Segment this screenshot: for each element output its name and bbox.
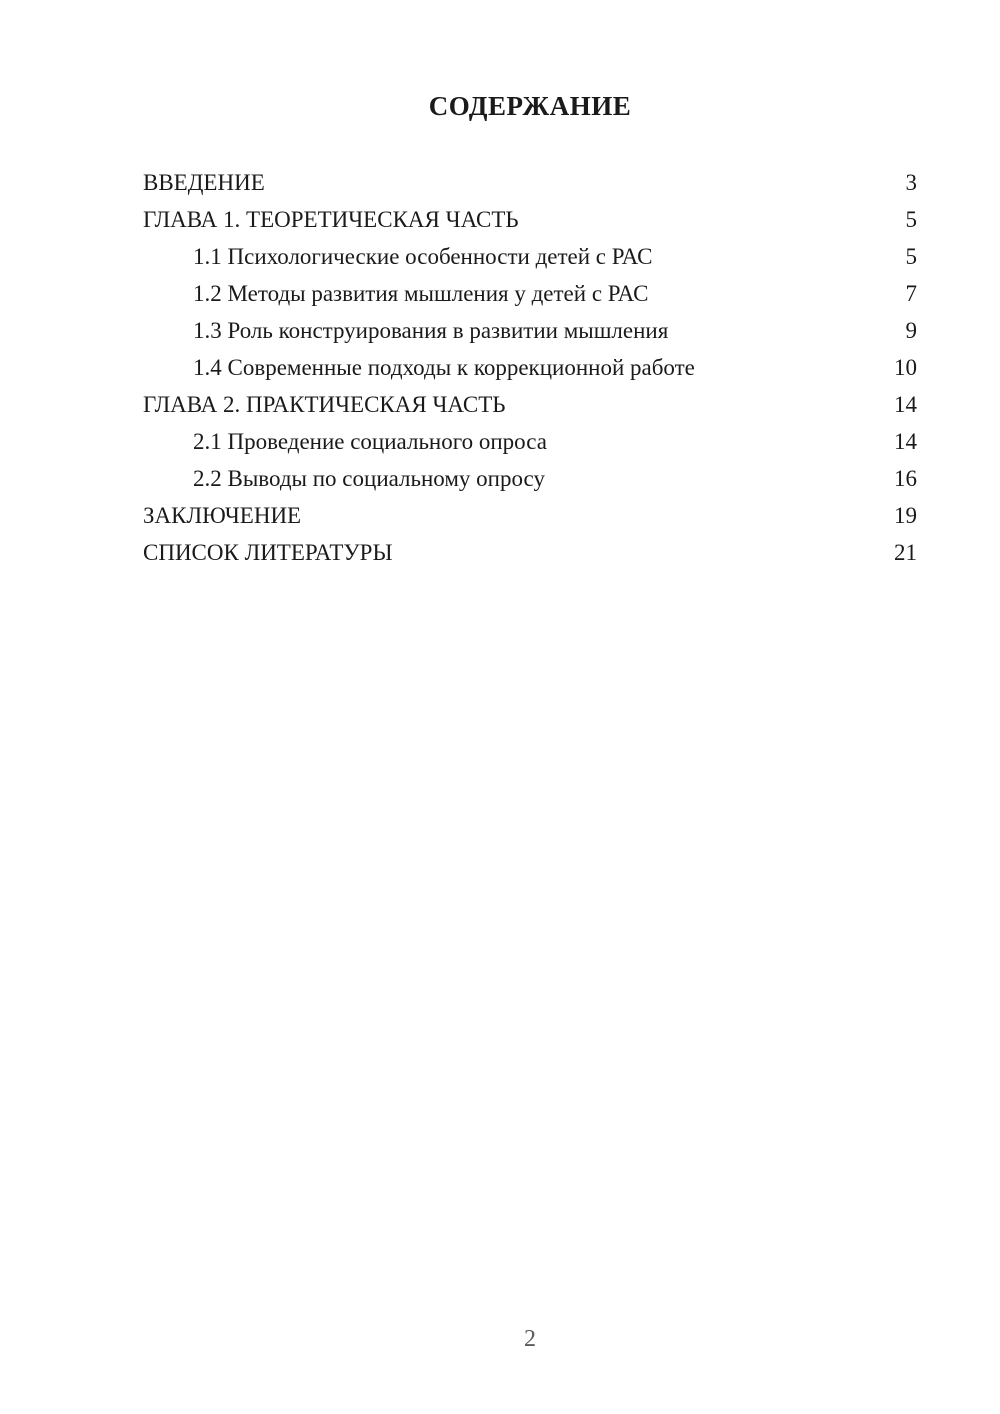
toc-entry-page: 3 xyxy=(905,170,917,195)
page-title: СОДЕРЖАНИЕ xyxy=(428,91,632,121)
toc-entry-label: ЗАКЛЮЧЕНИЕ xyxy=(143,503,302,528)
toc-entry-label: ВВЕДЕНИЕ xyxy=(143,170,265,195)
toc-entry-label: 1.2 Методы развития мышления у детей с РАС xyxy=(193,281,649,306)
toc-entry-page: 14 xyxy=(894,392,917,417)
toc-entry xyxy=(143,201,917,238)
toc-entry-label: 2.1 Проведение социального опроса xyxy=(193,429,547,454)
toc-entry-page: 10 xyxy=(894,355,917,380)
toc-entry-page: 21 xyxy=(894,540,917,565)
toc-entry xyxy=(143,497,917,534)
toc-entry-label: ГЛАВА 1. ТЕОРЕТИЧЕСКАЯ ЧАСТЬ xyxy=(143,207,519,232)
toc-entry-page: 16 xyxy=(894,466,917,491)
toc-entry-label: ГЛАВА 2. ПРАКТИЧЕСКАЯ ЧАСТЬ xyxy=(143,392,506,417)
toc-entry-page: 14 xyxy=(894,429,917,454)
toc-entry xyxy=(143,164,917,201)
table-of-contents xyxy=(143,164,917,571)
toc-entry-label: 2.2 Выводы по социальному опросу xyxy=(193,466,545,491)
toc-entry xyxy=(143,349,917,386)
toc-entry-label: СПИСОК ЛИТЕРАТУРЫ xyxy=(143,540,393,565)
toc-entry xyxy=(143,238,917,275)
toc-entry xyxy=(143,275,917,312)
toc-entry-page: 5 xyxy=(905,207,917,232)
toc-entry xyxy=(143,460,917,497)
toc-entry xyxy=(143,534,917,571)
toc-entry-page: 19 xyxy=(894,503,917,528)
toc-entry-label: 1.1 Психологические особенности детей с РАС xyxy=(193,244,653,269)
toc-entry-page: 5 xyxy=(905,244,917,269)
toc-entry-page: 9 xyxy=(905,318,917,343)
toc-entry-page: 7 xyxy=(905,281,917,306)
toc-entry xyxy=(143,312,917,349)
toc-entry xyxy=(143,386,917,423)
footer-page-number: 2 xyxy=(524,1326,536,1352)
toc-entry xyxy=(143,423,917,460)
toc-entry-label: 1.4 Современные подходы к коррекционной работе xyxy=(193,355,695,380)
toc-entry-label: 1.3 Роль конструирования в развитии мышления xyxy=(193,318,669,343)
